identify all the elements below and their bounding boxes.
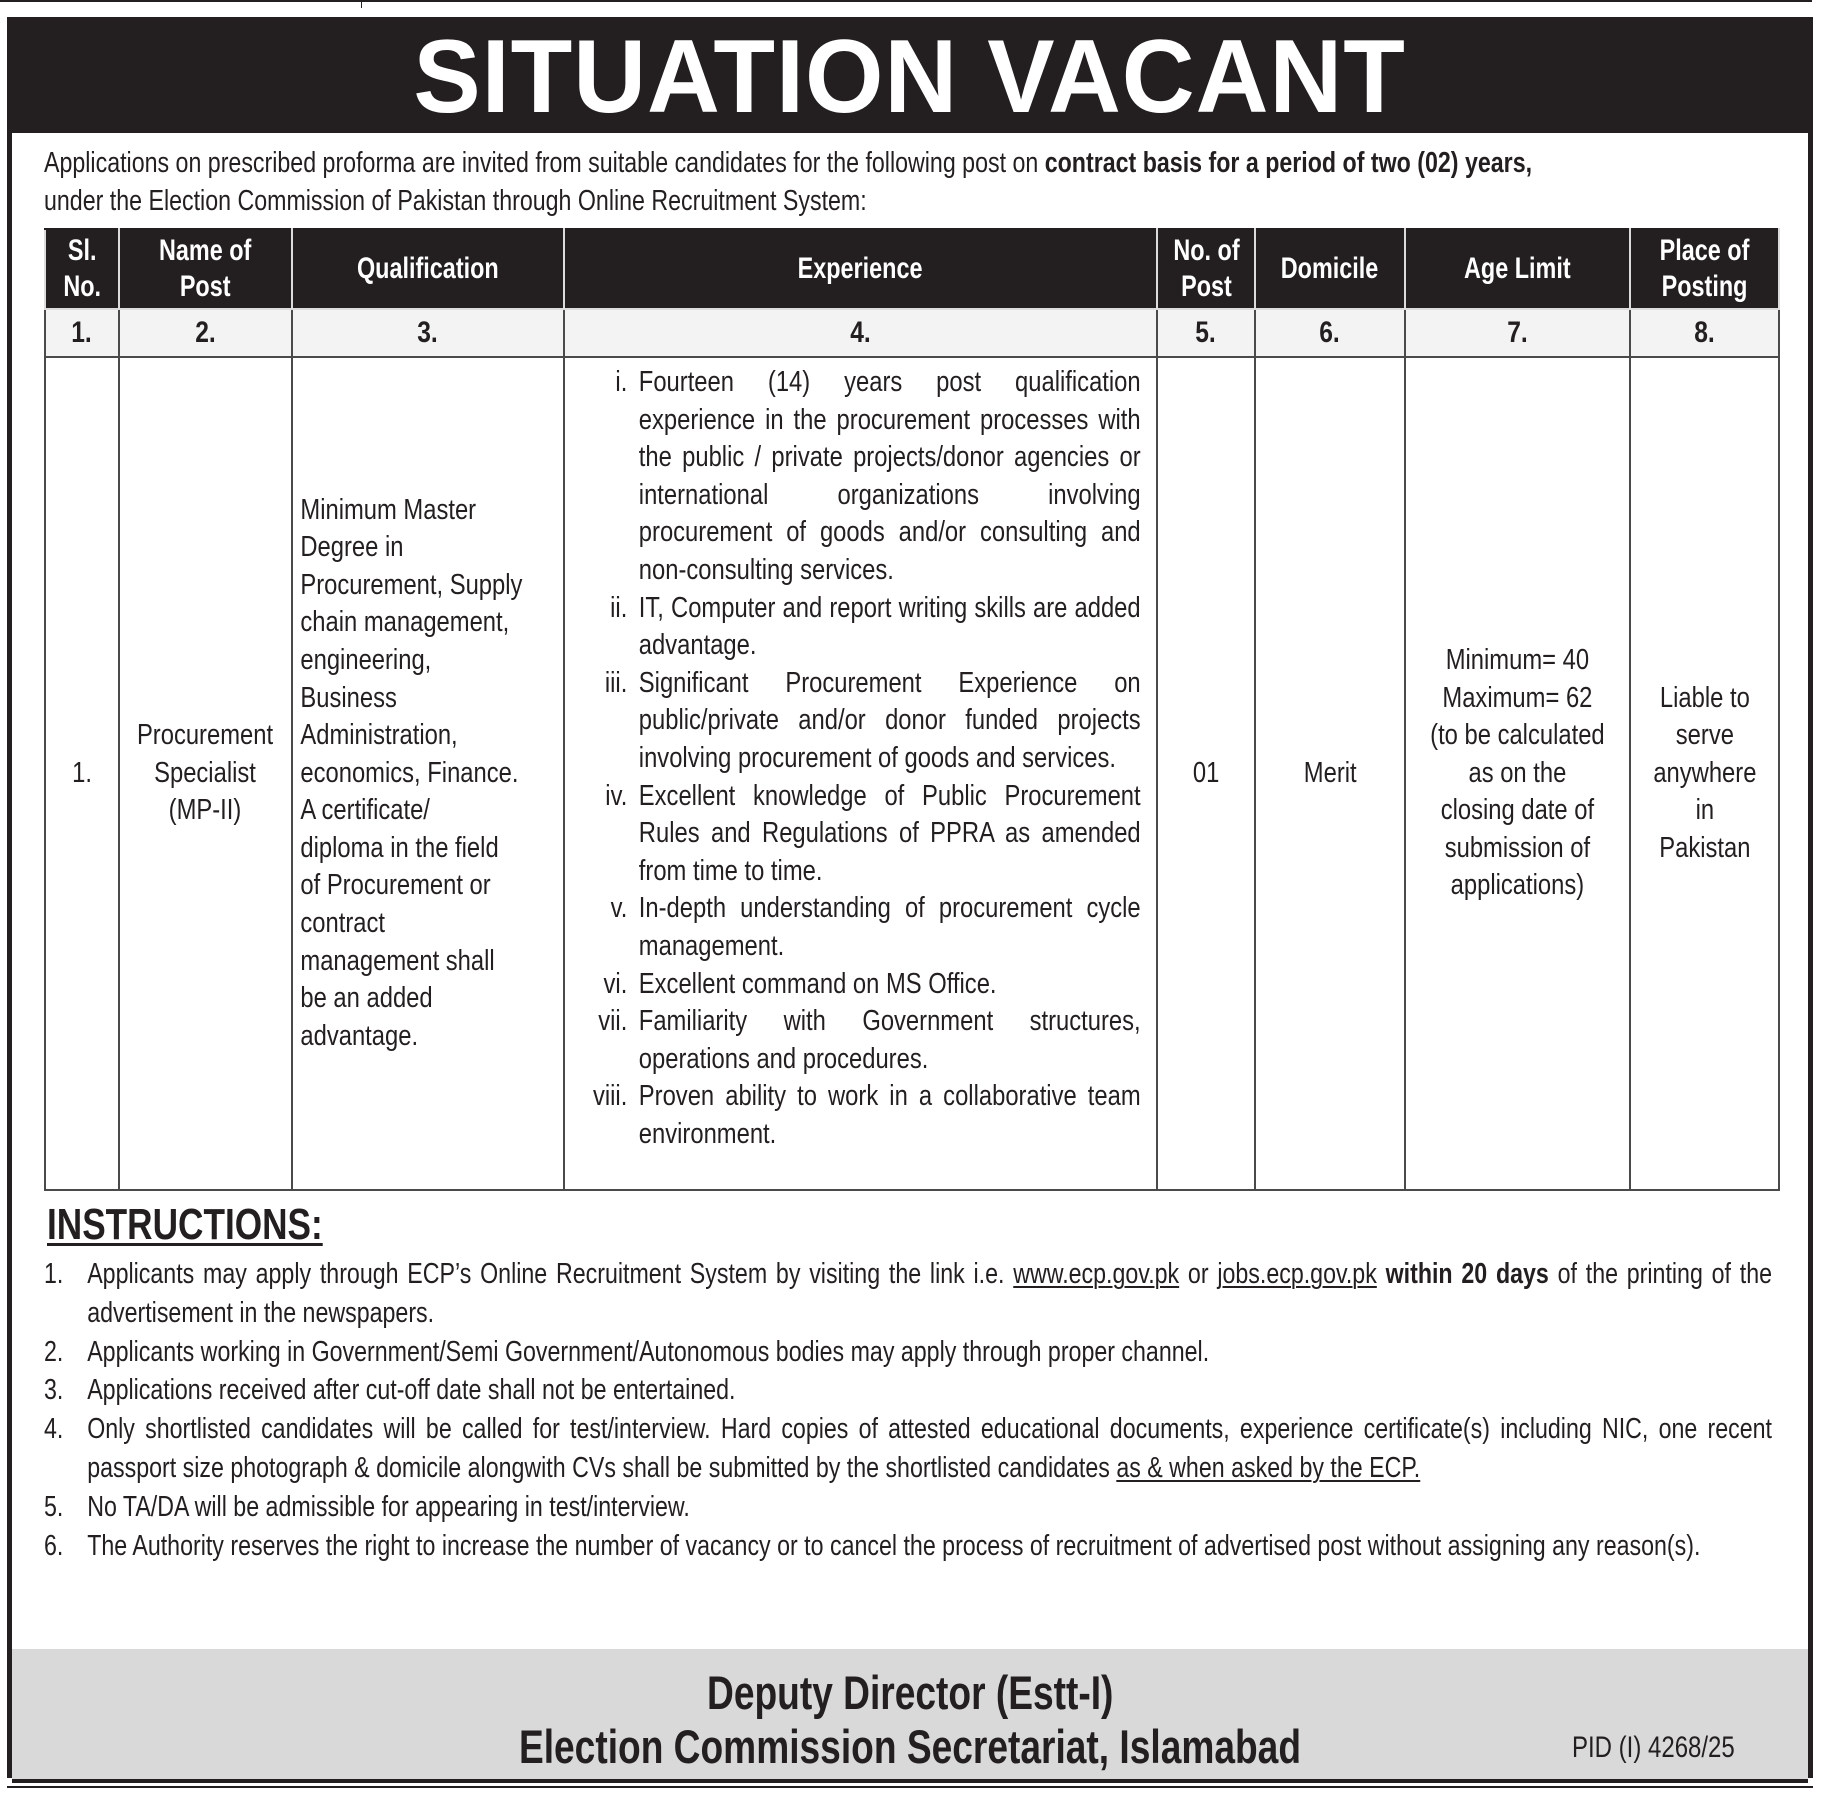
instruction-item: 1. Applicants may apply through ECP’s Online Recruitment System by visiting the link i.e. www.ecp.gov.pk or jobs.ecp.gov.pk within 20 days of the printing of the advertisement in the newspapers. — [44, 1258, 1773, 1329]
header-sl-no: Sl. No. — [45, 229, 119, 309]
column-number: 4. — [564, 309, 1157, 357]
instruction-item: 2. Applicants working in Government/Semi Government/Autonomous bodies may apply through proper channel. — [44, 1335, 1210, 1368]
column-number-row — [45, 309, 1779, 357]
cell-age-limit: Minimum= 40 Maximum= 62 (to be calculated as on the closing date of submission of applications) — [1405, 357, 1630, 1190]
signature-footer — [12, 1649, 1808, 1783]
instruction-item: 4. Only shortlisted candidates will be called for test/interview. Hard copies of attested educational documents, experience certificate(s) including NIC, one recent passport size photograph & domicile alongwith CVs shall be submitted by the shortlisted candidates as & when asked by the ECP. — [44, 1413, 1773, 1484]
intro-contract-terms: contract basis for a period of two (02) years, — [1044, 147, 1533, 179]
intro-line-1 — [44, 144, 1533, 182]
top-tick — [361, 0, 362, 8]
header-domicile: Domicile — [1255, 229, 1405, 309]
instruction-item: 6. The Authority reserves the right to increase the number of vacancy or to cancel the process of recruitment of advertised post without assigning any reason(s). — [44, 1529, 1701, 1562]
cell-experience — [564, 357, 1157, 1190]
bottom-rule — [7, 1786, 1813, 1788]
cell-qualification: Minimum Master Degree in Procurement, Supply chain management, engineering, Business Administration, economics, Finance. A certificate/ diploma in the field of Procurement or contract management shall be an added advantage. — [292, 357, 564, 1190]
top-rule — [0, 0, 1812, 2]
table-row — [45, 357, 1779, 1190]
instruction-item: 3. Applications received after cut-off date shall not be entertained. — [44, 1374, 736, 1407]
experience-item: vi. Excellent command on MS Office. — [603, 967, 997, 1000]
header-place-of-posting: Place of Posting — [1630, 229, 1779, 309]
column-number: 1. — [45, 309, 119, 357]
header-age-limit: Age Limit — [1405, 229, 1630, 309]
ecp-jobs-link[interactable]: jobs.ecp.gov.pk — [1217, 1258, 1377, 1290]
signatory-title: Deputy Director (Estt-I) — [706, 1666, 1114, 1719]
column-number: 7. — [1405, 309, 1630, 357]
intro-text: Applications on prescribed proforma are invited from suitable candidates for the following post on — [44, 147, 1045, 179]
experience-item: iii. Significant Procurement Experience on public/private and/or donor funded projects involving procurement of goods and services. — [604, 666, 1141, 774]
masthead — [7, 17, 1813, 133]
cell-post-name: Procurement Specialist (MP-II) — [119, 357, 292, 1190]
cell-no-of-post: 01 — [1157, 357, 1255, 1190]
header-no-of-post: No. of Post — [1157, 229, 1255, 309]
header-qualification: Qualification — [292, 229, 564, 309]
vacancy-table — [44, 228, 1780, 1191]
experience-item: iv. Excellent knowledge of Public Procurement Rules and Regulations of PPRA as amended from time to time. — [605, 779, 1141, 887]
column-number: 8. — [1630, 309, 1779, 357]
experience-item: i. Fourteen (14) years post qualification experience in the procurement processes with the public / private projects/donor agencies or international organizations involving procurement of goods and/or consulting and non-consulting services. — [615, 366, 1141, 586]
experience-item: viii. Proven ability to work in a collaborative team environment. — [592, 1080, 1141, 1150]
instructions-heading: INSTRUCTIONS: — [47, 1200, 323, 1249]
header-experience: Experience — [564, 229, 1157, 309]
header-name-of-post: Name of Post — [119, 229, 292, 309]
column-number: 2. — [119, 309, 292, 357]
experience-item: vii. Familiarity with Government structures, operations and procedures. — [598, 1005, 1141, 1075]
column-number: 3. — [292, 309, 564, 357]
signatory-office: Election Commission Secretariat, Islamabad — [518, 1720, 1302, 1773]
intro-paragraph — [44, 144, 1784, 220]
pid-number: PID (I) 4268/25 — [1572, 1731, 1735, 1764]
intro-line-2: under the Election Commission of Pakistan through Online Recruitment System: — [44, 185, 867, 217]
ecp-website-link[interactable]: www.ecp.gov.pk — [1013, 1258, 1180, 1290]
column-number: 5. — [1157, 309, 1255, 357]
cell-place-of-posting: Liable to serve anywhere in Pakistan — [1630, 357, 1779, 1190]
table-header-row — [45, 229, 1779, 309]
page-title: SITUATION VACANT — [413, 19, 1407, 135]
instruction-item: 5. No TA/DA will be admissible for appearing in test/interview. — [44, 1490, 690, 1523]
instructions-list — [44, 1255, 1772, 1565]
experience-item: v. In-depth understanding of procurement cycle management. — [610, 892, 1141, 962]
experience-item: ii. IT, Computer and report writing skills are added advantage. — [610, 591, 1141, 662]
cell-sl-no: 1. — [45, 357, 119, 1190]
column-number: 6. — [1255, 309, 1405, 357]
cell-domicile: Merit — [1255, 357, 1405, 1190]
